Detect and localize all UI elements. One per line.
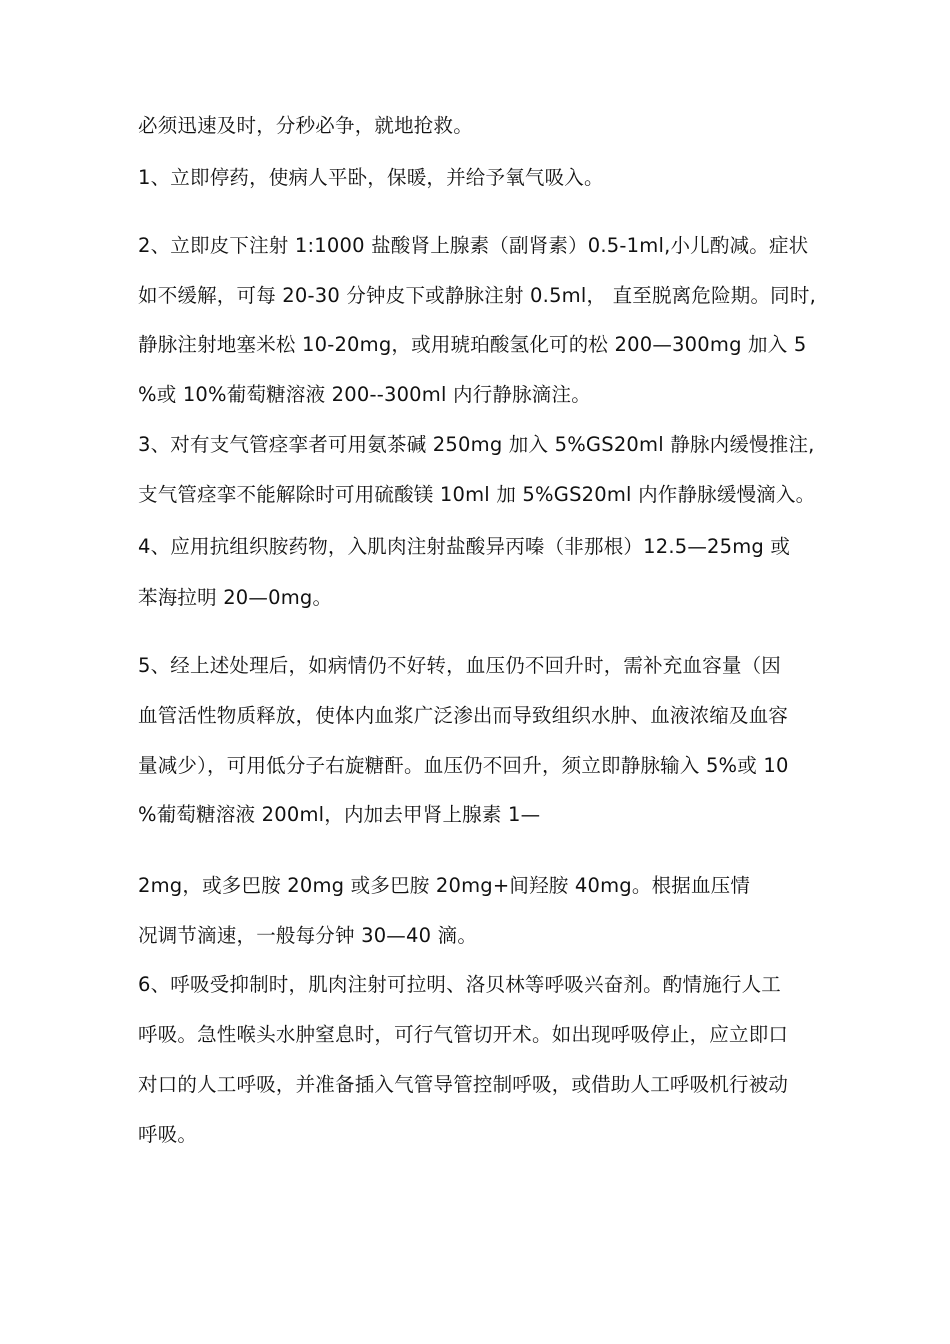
text-line: %葡萄糖溶液 200ml，内加去甲肾上腺素 1— bbox=[138, 803, 541, 826]
text-line: 量减少），可用低分子右旋糖酐。血压仍不回升，须立即静脉输入 5%或 10 bbox=[138, 754, 789, 777]
text-line: 6、呼吸受抑制时，肌肉注射可拉明、洛贝林等呼吸兴奋剂。酌情施行人工 bbox=[138, 973, 782, 996]
text-line: 血管活性物质释放，使体内血浆广泛渗出而导致组织水肿、血液浓缩及血容 bbox=[138, 704, 789, 727]
text-line: 呼吸。 bbox=[138, 1123, 198, 1146]
text-line: %或 10%葡萄糖溶液 200--300ml 内行静脉滴注。 bbox=[138, 383, 591, 406]
text-line: 支气管痉挛不能解除时可用硫酸镁 10ml 加 5%GS20ml 内作静脉缓慢滴入。 bbox=[138, 483, 816, 506]
text-line: 苯海拉明 20—0mg。 bbox=[138, 586, 333, 609]
text-line: 4、应用抗组织胺药物，入肌肉注射盐酸异丙嗪（非那根）12.5—25mg 或 bbox=[138, 535, 791, 558]
text-line: 2、立即皮下注射 1:1000 盐酸肾上腺素（副肾素）0.5-1ml,小儿酌减。症状 bbox=[138, 234, 809, 257]
text-line: 必须迅速及时，分秒必争，就地抢救。 bbox=[138, 114, 473, 137]
text-line: 对口的人工呼吸，并准备插入气管导管控制呼吸，或借助人工呼吸机行被动 bbox=[138, 1073, 789, 1096]
text-line: 2mg，或多巴胺 20mg 或多巴胺 20mg+间羟胺 40mg。根据血压情 bbox=[138, 874, 751, 897]
text-line: 静脉注射地塞米松 10-20mg，或用琥珀酸氢化可的松 200—300mg 加入 5 bbox=[138, 333, 807, 356]
text-line: 况调节滴速，一般每分钟 30—40 滴。 bbox=[138, 924, 478, 947]
text-line: 呼吸。急性喉头水肿窒息时，可行气管切开术。如出现呼吸停止，应立即口 bbox=[138, 1023, 789, 1046]
text-line: 1、立即停药，使病人平卧，保暖，并给予氧气吸入。 bbox=[138, 166, 604, 189]
text-line: 5、经上述处理后，如病情仍不好转，血压仍不回升时，需补充血容量（因 bbox=[138, 654, 782, 677]
text-line: 如不缓解，可每 20-30 分钟皮下或静脉注射 0.5ml， 直至脱离危险期。同时, bbox=[138, 284, 816, 307]
text-line: 3、对有支气管痉挛者可用氨茶碱 250mg 加入 5%GS20ml 静脉内缓慢推注, bbox=[138, 433, 815, 456]
